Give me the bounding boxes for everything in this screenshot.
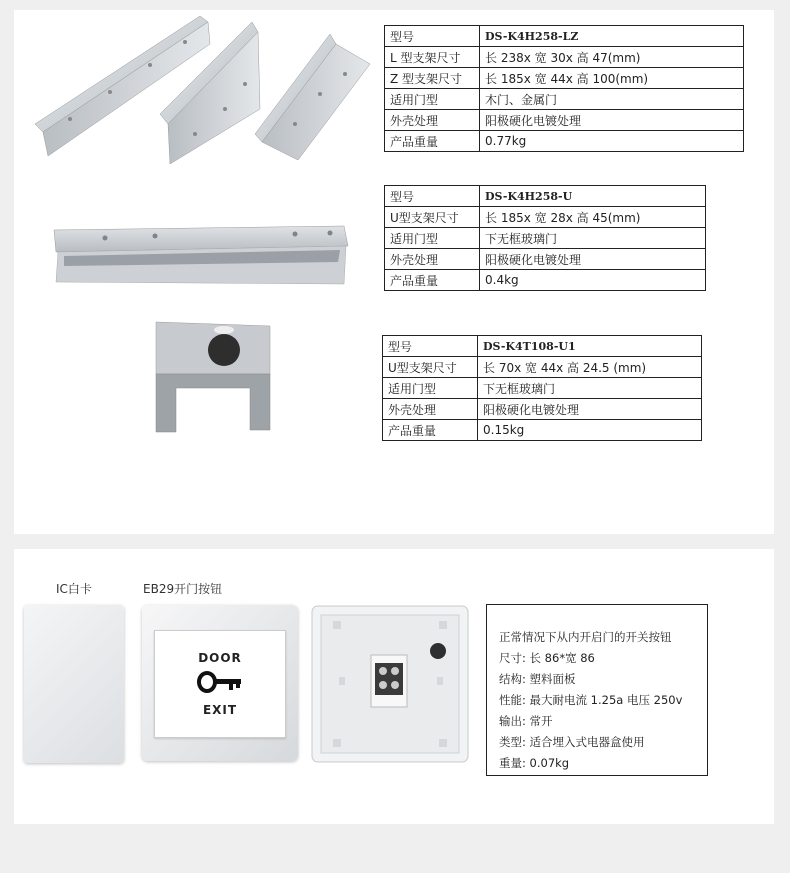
table-row xyxy=(385,249,706,270)
row-key: 产品重量 xyxy=(385,270,480,291)
row-key: Z 型支架尺寸 xyxy=(385,68,480,89)
row-value: 0.77kg xyxy=(480,131,744,152)
small-u-bracket-image xyxy=(152,318,274,436)
row-key: 适用门型 xyxy=(385,89,480,110)
spec-table-lz xyxy=(384,25,744,152)
row-key: U型支架尺寸 xyxy=(383,357,478,378)
exit-button-front xyxy=(142,605,298,761)
door-label: DOOR xyxy=(198,651,242,665)
row-key: 产品重量 xyxy=(383,420,478,441)
row-value: 0.4kg xyxy=(480,270,706,291)
table-row xyxy=(385,186,706,207)
row-key: 外壳处理 xyxy=(383,399,478,420)
row-key: 适用门型 xyxy=(385,228,480,249)
row-value: 长 185x 宽 28x 高 45(mm) xyxy=(480,207,706,228)
exit-button-face xyxy=(154,630,286,738)
table-row xyxy=(385,207,706,228)
row-key: 适用门型 xyxy=(383,378,478,399)
row-value: 阳极硬化电镀处理 xyxy=(480,110,744,131)
model-value: DS-K4H258-U xyxy=(480,186,706,207)
description-line: 类型: 适合埋入式电器盒使用 xyxy=(499,735,645,749)
model-value: DS-K4H258-LZ xyxy=(480,26,744,47)
table-row xyxy=(383,378,702,399)
model-value: DS-K4T108-U1 xyxy=(478,336,702,357)
table-row xyxy=(385,131,744,152)
row-value: 阳极硬化电镀处理 xyxy=(480,249,706,270)
row-value: 长 238x 宽 30x 高 47(mm) xyxy=(480,47,744,68)
row-key: U型支架尺寸 xyxy=(385,207,480,228)
description-line: 结构: 塑料面板 xyxy=(499,672,576,686)
table-row xyxy=(385,110,744,131)
table-row xyxy=(385,89,744,110)
spec-table-u xyxy=(384,185,706,291)
exit-button-description xyxy=(486,604,708,776)
lz-bracket-image xyxy=(30,14,375,164)
table-row xyxy=(383,399,702,420)
row-key: 外壳处理 xyxy=(385,249,480,270)
row-key: 外壳处理 xyxy=(385,110,480,131)
table-row xyxy=(385,47,744,68)
description-title: 正常情况下从内开启门的开关按钮 xyxy=(499,630,672,644)
row-value: 长 70x 宽 44x 高 24.5 (mm) xyxy=(478,357,702,378)
table-row xyxy=(385,228,706,249)
table-row xyxy=(385,270,706,291)
exit-button-caption: EB29开门按钮 xyxy=(143,582,223,596)
description-line: 尺寸: 长 86*宽 86 xyxy=(499,651,595,665)
table-row xyxy=(385,68,744,89)
row-key: L 型支架尺寸 xyxy=(385,47,480,68)
row-value: 下无框玻璃门 xyxy=(480,228,706,249)
row-value: 0.15kg xyxy=(478,420,702,441)
description-line: 性能: 最大耐电流 1.25a 电压 250v xyxy=(499,693,683,707)
row-value: 下无框玻璃门 xyxy=(478,378,702,399)
row-key: 产品重量 xyxy=(385,131,480,152)
key-icon xyxy=(197,671,243,693)
u-bracket-image xyxy=(50,222,350,288)
exit-button-back xyxy=(311,605,469,763)
row-value: 长 185x 宽 44x 高 100(mm) xyxy=(480,68,744,89)
model-label: 型号 xyxy=(385,26,480,47)
table-row xyxy=(383,420,702,441)
table-row xyxy=(383,336,702,357)
table-row xyxy=(385,26,744,47)
model-label: 型号 xyxy=(385,186,480,207)
description-line: 输出: 常开 xyxy=(499,714,553,728)
spec-table-u1 xyxy=(382,335,702,441)
table-row xyxy=(383,357,702,378)
row-value: 阳极硬化电镀处理 xyxy=(478,399,702,420)
description-line: 重量: 0.07kg xyxy=(499,756,570,770)
ic-card-image xyxy=(24,605,124,763)
exit-label: EXIT xyxy=(202,703,238,717)
model-label: 型号 xyxy=(383,336,478,357)
row-value: 木门、金属门 xyxy=(480,89,744,110)
ic-card-caption: IC白卡 xyxy=(56,582,92,596)
